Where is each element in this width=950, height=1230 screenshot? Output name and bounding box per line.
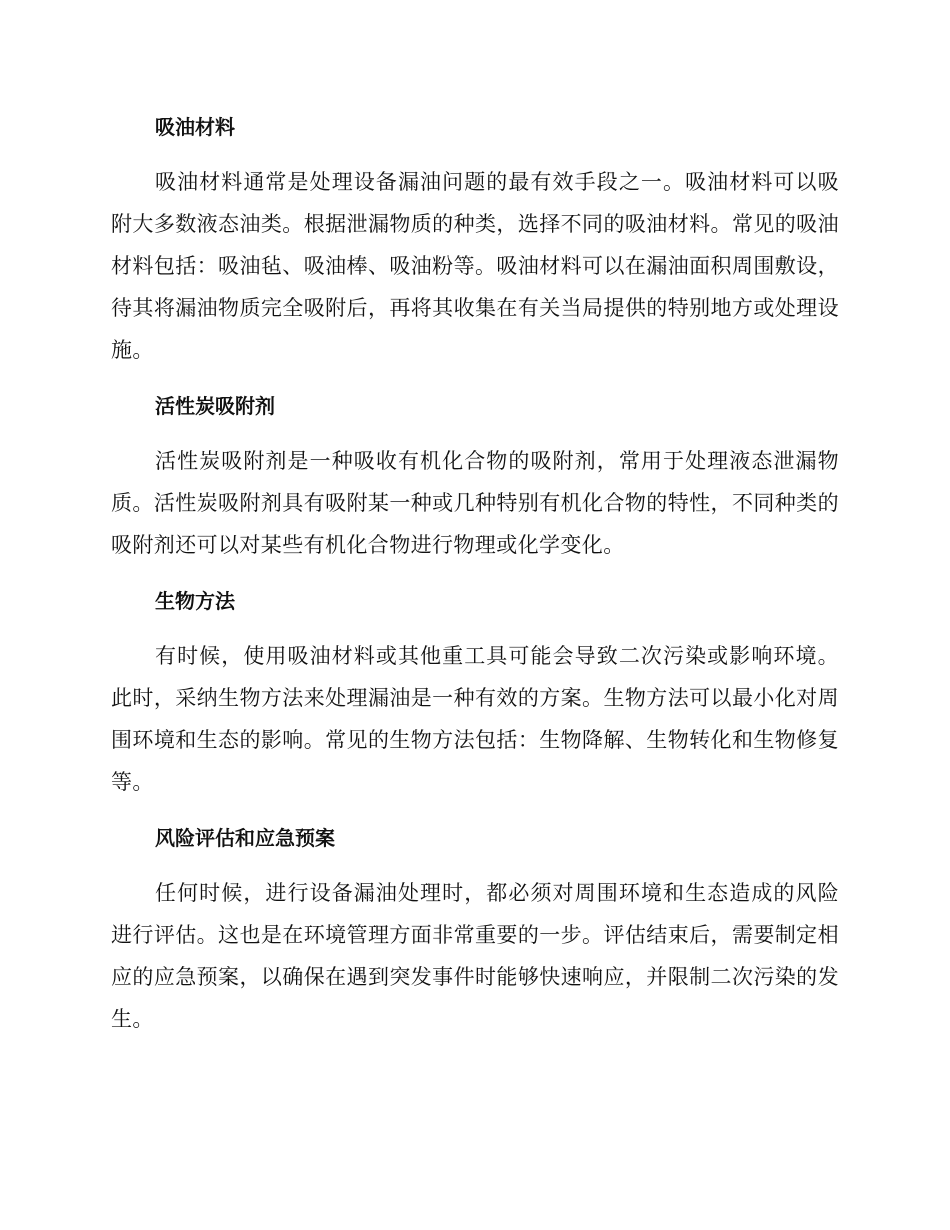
section-paragraph: 活性炭吸附剂是一种吸收有机化合物的吸附剂，常用于处理液态泄漏物质。活性炭吸附剂具有吸附某一种或几种特别有机化合物的特性，不同种类的吸附剂还可以对某些有机化合物进行物理或化学变化。: [111, 449, 839, 557]
section-risk-assessment-emergency-plan: [111, 817, 839, 1040]
section-biological-methods: [111, 580, 839, 803]
section-oil-absorbent-materials: [111, 106, 839, 371]
section-heading: 活性炭吸附剂: [155, 394, 275, 418]
section-paragraph: 吸油材料通常是处理设备漏油问题的最有效手段之一。吸油材料可以吸附大多数液态油类。根据泄漏物质的种类，选择不同的吸油材料。常见的吸油材料包括：吸油毡、吸油棒、吸油粉等。吸油材料可以在漏油面积周围敷设，待其将漏油物质完全吸附后，再将其收集在有关当局提供的特别地方或处理设施。: [111, 170, 839, 362]
section-paragraph: 有时候，使用吸油材料或其他重工具可能会导致二次污染或影响环境。此时，采纳生物方法来处理漏油是一种有效的方案。生物方法可以最小化对周围环境和生态的影响。常见的生物方法包括：生物降解、生物转化和生物修复等。: [111, 644, 839, 794]
section-activated-carbon-adsorbent: [111, 385, 839, 566]
section-paragraph: 任何时候，进行设备漏油处理时，都必须对周围环境和生态造成的风险进行评估。这也是在环境管理方面非常重要的一步。评估结束后，需要制定相应的应急预案，以确保在遇到突发事件时能够快速响应，并限制二次污染的发生。: [111, 881, 839, 1031]
section-heading: 吸油材料: [155, 115, 235, 139]
section-heading: 风险评估和应急预案: [155, 826, 335, 850]
section-heading: 生物方法: [155, 589, 235, 613]
